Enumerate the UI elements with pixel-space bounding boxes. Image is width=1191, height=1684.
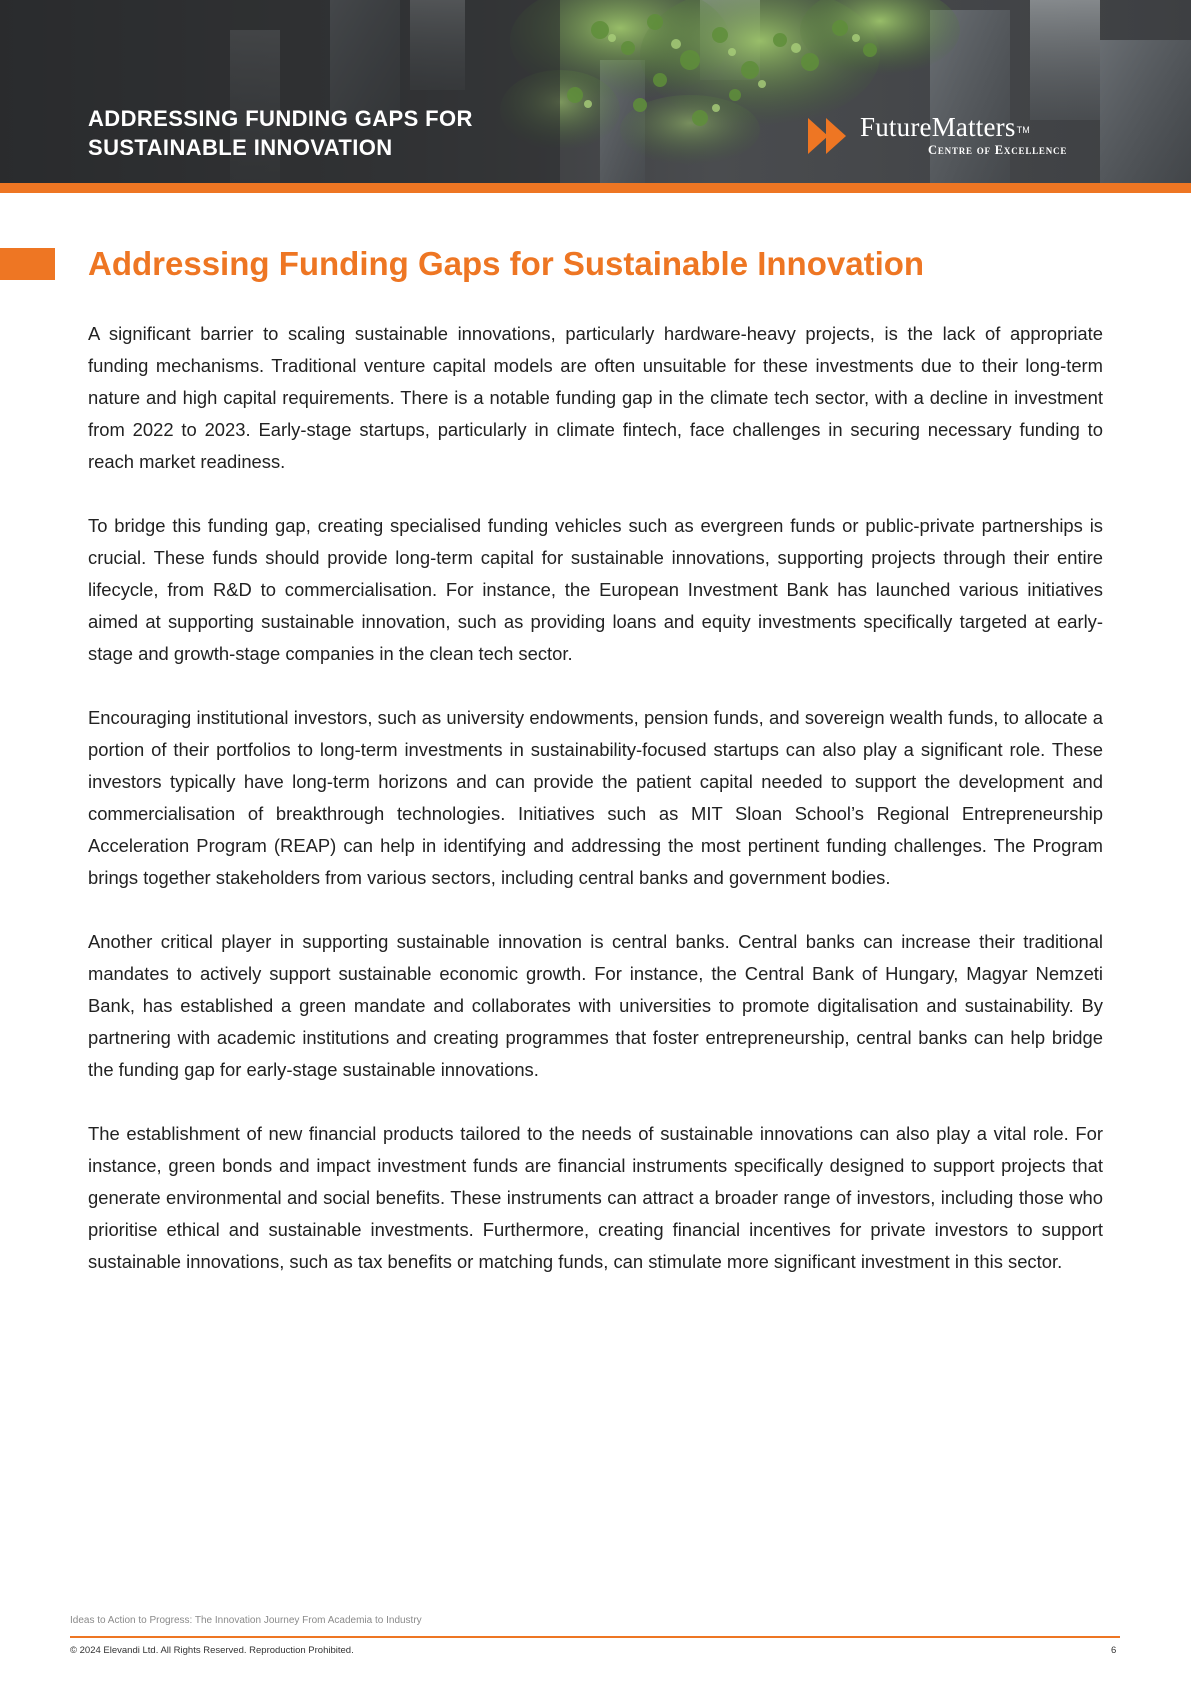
logo-name: FutureMatters™ — [860, 112, 1030, 142]
article-body — [88, 318, 1103, 1310]
footer-orange-rule — [70, 1636, 1120, 1638]
footer-report-title: Ideas to Action to Progress: The Innovation Journey From Academia to Industry — [70, 1615, 422, 1626]
section-side-marker — [0, 248, 55, 280]
paragraph-1: A significant barrier to scaling sustainable innovations, particularly hardware-heavy projects, is the lack of appropriate funding mechanisms. Traditional venture capital models are often unsuitable for these investments due to their long-term nature and high capital requirements. There is a notable funding gap in the climate tech sector, with a decline in investment from 2022 to 2023. Early-stage startups, particularly in climate fintech, face challenges in securing necessary funding to reach market readiness. — [88, 323, 1103, 472]
futurematters-logo — [808, 112, 1108, 162]
header-banner — [0, 0, 1191, 183]
banner-title — [88, 104, 473, 162]
header-orange-rule — [0, 183, 1191, 193]
double-chevron-icon — [808, 116, 856, 156]
paragraph-2: To bridge this funding gap, creating specialised funding vehicles such as evergreen funds or public-private partnerships is crucial. These funds should provide long-term capital for sustainable innovations, supporting projects through their entire lifecycle, from R&D to commercialisation. For instance, the European Investment Bank has launched various initiatives aimed at supporting sustainable innovation, such as providing loans and equity investments specifically targeted at early-stage and growth-stage companies in the clean tech sector. — [88, 515, 1103, 664]
paragraph-5: The establishment of new financial products tailored to the needs of sustainable innovations can also play a vital role. For instance, green bonds and impact investment funds are financial instruments specifically designed to support projects that generate environmental and social benefits. These instruments can attract a broader range of investors, including those who prioritise ethical and sustainable investments. Furthermore, creating financial incentives for private investors to support sustainable innovations, such as tax benefits or matching funds, can stimulate more significant investment in this sector. — [88, 1123, 1103, 1272]
banner-title-line2: SUSTAINABLE INNOVATION — [88, 135, 393, 160]
banner-title-line1: ADDRESSING FUNDING GAPS FOR — [88, 106, 473, 131]
trademark-mark: TM — [1016, 125, 1030, 135]
page-title: Addressing Funding Gaps for Sustainable Innovation — [88, 245, 925, 282]
footer-copyright: © 2024 Elevandi Ltd. All Rights Reserved. Reproduction Prohibited. — [70, 1645, 354, 1656]
page-number: 6 — [1111, 1645, 1117, 1656]
paragraph-3: Encouraging institutional investors, such as university endowments, pension funds, and sovereign wealth funds, to allocate a portion of their portfolios to long-term investments in sustainability-focused startups can also play a significant role. These investors typically have long-term horizons and can provide the patient capital needed to support the development and commercialisation of breakthrough technologies. Initiatives such as MIT Sloan School’s Regional Entrepreneurship Acceleration Program (REAP) can help in identifying and addressing the most pertinent funding challenges. The Program brings together stakeholders from various sectors, including central banks and government bodies. — [88, 707, 1103, 888]
paragraph-4: Another critical player in supporting sustainable innovation is central banks. Central banks can increase their traditional mandates to actively support sustainable economic growth. For instance, the Central Bank of Hungary, Magyar Nemzeti Bank, has established a green mandate and collaborates with universities to promote digitalisation and sustainability. By partnering with academic institutions and creating programmes that foster entrepreneurship, central banks can help bridge the funding gap for early-stage sustainable innovations. — [88, 931, 1103, 1080]
logo-tagline: Centre of Excellence — [928, 143, 1068, 157]
